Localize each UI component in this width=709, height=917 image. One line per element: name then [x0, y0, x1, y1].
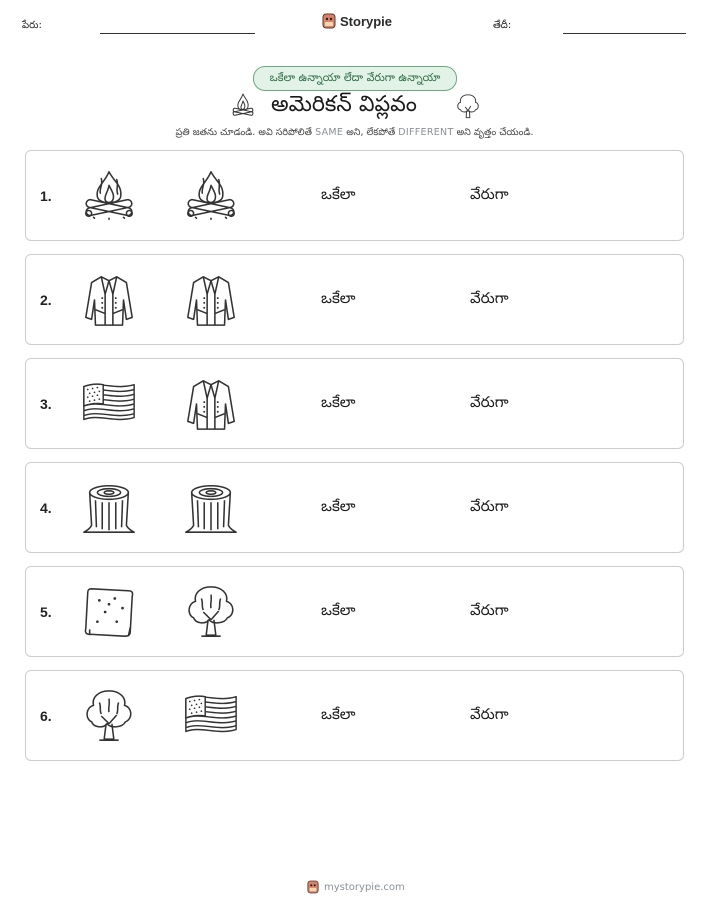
- title-row: [0, 90, 709, 122]
- same-option[interactable]: ఒకేలా: [321, 289, 356, 307]
- brand-name: Storypie: [340, 13, 393, 29]
- instructions-same-word: SAME: [315, 127, 344, 138]
- same-option[interactable]: ఒకేలా: [321, 497, 356, 515]
- campfire-icon: [80, 167, 138, 225]
- instructions-text-1: ప్రతి జతను చూడండి. అవి సరిపోలితే: [175, 127, 316, 138]
- row-number: 1.: [40, 188, 52, 204]
- tree-stump-icon: [182, 479, 240, 537]
- brand-logo: [322, 13, 392, 29]
- storypie-mascot-icon: [307, 880, 319, 894]
- question-row-3: [25, 358, 684, 449]
- colonial-coat-icon: [182, 271, 240, 329]
- different-option[interactable]: వేరుగా: [470, 289, 509, 307]
- name-line[interactable]: [100, 33, 255, 34]
- same-option[interactable]: ఒకేలా: [321, 705, 356, 723]
- instructions-different-word: DIFFERENT: [398, 127, 454, 138]
- instructions-text-2: అని, లేకపోతే: [343, 127, 399, 138]
- question-row-6: [25, 670, 684, 761]
- different-option[interactable]: వేరుగా: [470, 497, 509, 515]
- name-label: పేరు:: [22, 20, 42, 31]
- question-row-5: [25, 566, 684, 657]
- american-flag-icon: [80, 375, 138, 433]
- question-row-1: [25, 150, 684, 241]
- instructions-text-3: అని వృత్తం చేయండి.: [453, 127, 534, 138]
- row-number: 3.: [40, 396, 52, 412]
- campfire-icon: [228, 90, 258, 124]
- storypie-mascot-icon: [322, 13, 336, 29]
- same-option[interactable]: ఒకేలా: [321, 601, 356, 619]
- row-number: 2.: [40, 292, 52, 308]
- question-row-2: [25, 254, 684, 345]
- page-title: అమెరికన్ విప్లవం: [271, 92, 417, 117]
- colonial-coat-icon: [182, 375, 240, 433]
- row-number: 5.: [40, 604, 52, 620]
- colonial-coat-icon: [80, 271, 138, 329]
- different-option[interactable]: వేరుగా: [470, 393, 509, 411]
- american-flag-icon: [182, 687, 240, 745]
- footer: [307, 880, 405, 894]
- footer-url[interactable]: mystorypie.com: [324, 881, 405, 893]
- date-line[interactable]: [563, 33, 686, 34]
- different-option[interactable]: వేరుగా: [470, 705, 509, 723]
- tree-stump-icon: [80, 479, 138, 537]
- same-option[interactable]: ఒకేలా: [321, 185, 356, 203]
- different-option[interactable]: వేరుగా: [470, 601, 509, 619]
- tree-icon: [182, 583, 240, 641]
- worksheet-type-badge: ఒకేలా ఉన్నాయా లేదా వేరుగా ఉన్నాయా: [253, 66, 457, 91]
- instructions: [0, 127, 709, 140]
- tree-icon: [80, 687, 138, 745]
- row-number: 6.: [40, 708, 52, 724]
- date-label: తేదీ:: [493, 20, 512, 31]
- same-option[interactable]: ఒకేలా: [321, 393, 356, 411]
- campfire-icon: [182, 167, 240, 225]
- different-option[interactable]: వేరుగా: [470, 185, 509, 203]
- tree-icon: [454, 91, 482, 125]
- row-number: 4.: [40, 500, 52, 516]
- hardtack-cracker-icon: [80, 583, 138, 641]
- question-row-4: [25, 462, 684, 553]
